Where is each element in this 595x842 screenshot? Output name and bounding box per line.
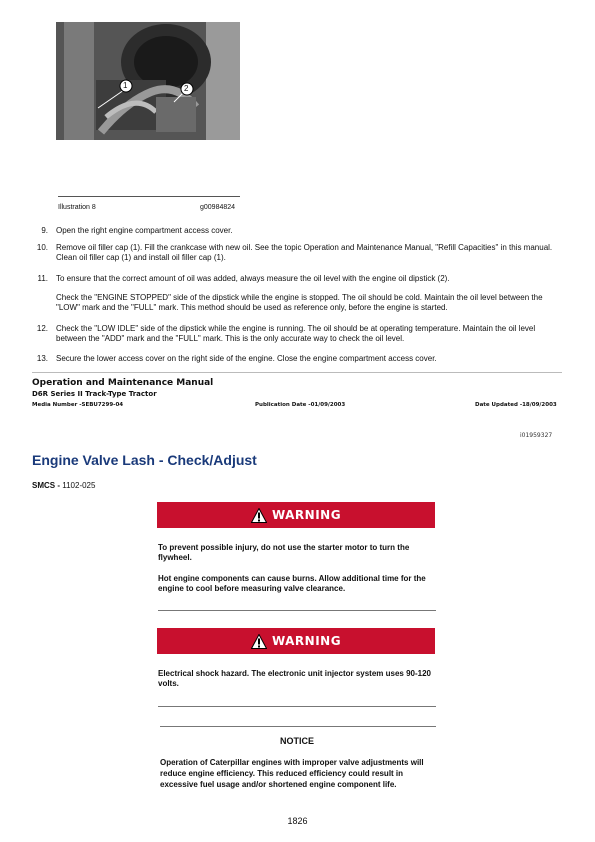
- illustration-caption: Illustration 8: [58, 204, 96, 211]
- notice-title: NOTICE: [279, 736, 314, 746]
- warning-separator: [158, 706, 436, 707]
- smcs-label: SMCS -: [32, 481, 60, 490]
- warning-banner: [157, 628, 435, 654]
- notice-text: Operation of Caterpillar engines with improper valve adjustments will reduce engine efficiency. This reduced efficiency could result in excessive fuel usage and/or shortened engine component life.: [160, 758, 424, 789]
- caption-rule: [58, 196, 240, 197]
- step-text: Open the right engine compartment access cover.: [56, 226, 233, 235]
- media-number: Media Number -SEBU7299-04: [32, 402, 124, 408]
- warning-banner: [157, 502, 435, 528]
- engine-photo-drawing: [56, 22, 240, 140]
- step-text: Secure the lower access cover on the right side of the engine. Close the engine compartment access cover.: [56, 354, 437, 363]
- step-number: 13.: [36, 354, 48, 363]
- warning-text: Electrical shock hazard. The electronic unit injector system uses 90-120 volts.: [158, 669, 431, 688]
- smcs-code: 1102-025: [62, 481, 96, 490]
- warning-triangle-icon: [251, 508, 267, 523]
- illustration-code: g00984824: [200, 204, 236, 211]
- step-11-note: Check the "ENGINE STOPPED" side of the dipstick while the engine is stopped. The oil should be cold. Maintain the oil level between the "LOW" mark and the "FULL" mark. This method should be used as reference only, before the engine is started.: [56, 293, 543, 312]
- engine-photo: [56, 22, 240, 140]
- manual-title: Operation and Maintenance Manual: [32, 378, 214, 388]
- step-text: Check the "LOW IDLE" side of the dipstick while the engine is running. The oil should be at operating temperature. Maintain the oil level between the "ADD" mark and the "FULL" mark. This is the only accurate way to check the oil level.: [56, 324, 536, 343]
- step-number: 11.: [37, 274, 48, 283]
- warning-text: To prevent possible injury, do not use the starter motor to turn the flywheel.: [158, 543, 410, 562]
- step-number: 9.: [41, 226, 48, 235]
- warning-triangle-icon: [251, 634, 267, 649]
- step-number: 12.: [36, 324, 48, 333]
- warning-label: WARNING: [271, 634, 342, 648]
- smcs-line: [32, 481, 95, 490]
- notice-rule: [160, 726, 436, 727]
- date-updated: Date Updated -18/09/2003: [475, 402, 557, 408]
- step-text: Remove oil filler cap (1). Fill the crankcase with new oil. See the topic Operation and Maintenance Manual, "Refill Capacities" in this manual. Clean oil filler cap (1) and install oil filler cap (1).: [56, 243, 553, 262]
- warning-separator: [158, 610, 436, 611]
- page-number: 1826: [287, 816, 308, 826]
- step-text: To ensure that the correct amount of oil was added, always measure the oil level with the engine oil dipstick (2).: [56, 274, 450, 283]
- section-divider: [32, 372, 562, 373]
- warning-label: WARNING: [271, 508, 342, 522]
- callout-2: 2: [184, 84, 189, 93]
- reference-id: i01959327: [520, 432, 553, 439]
- publication-date: Publication Date -01/09/2003: [255, 402, 346, 408]
- section-title: Engine Valve Lash - Check/Adjust: [32, 452, 257, 468]
- manual-subtitle: D6R Series II Track-Type Tractor: [32, 390, 157, 398]
- warning-text: Hot engine components can cause burns. Allow additional time for the engine to cool before measuring valve clearance.: [158, 574, 426, 593]
- step-number: 10.: [36, 243, 48, 252]
- callout-1: 1: [123, 81, 128, 90]
